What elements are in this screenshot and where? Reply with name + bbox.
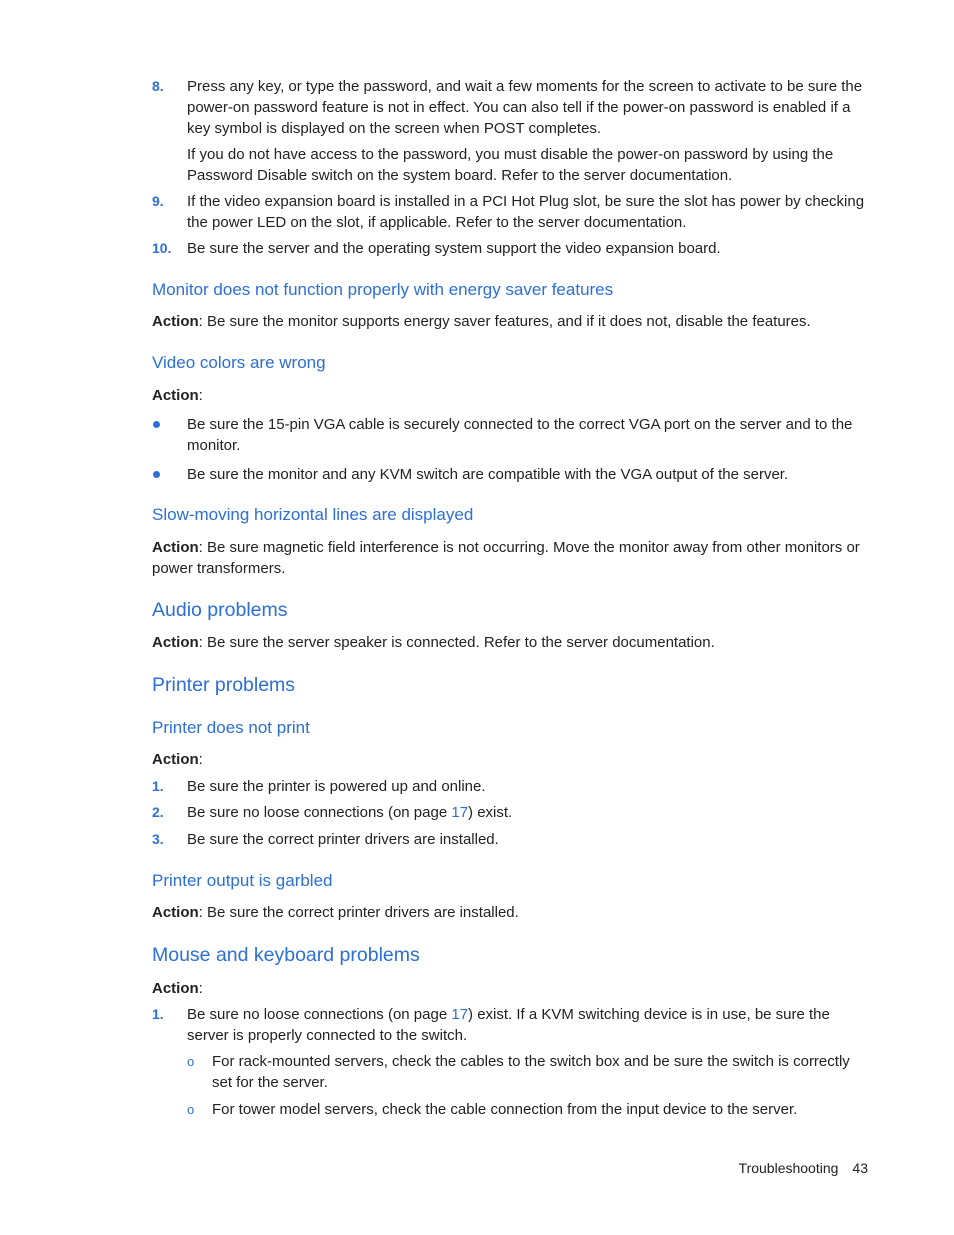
step-number: 1. — [152, 1006, 164, 1022]
step-text-post: ) exist. — [468, 804, 513, 821]
action-label: Action — [152, 980, 199, 997]
action-paragraph — [152, 978, 870, 999]
step-text-post: ) exist. If a KVM switching device is in use, be sure the server is properly connected to the switch. — [187, 1006, 830, 1044]
section-heading-horizontal-lines: Slow-moving horizontal lines are displayed — [152, 505, 474, 524]
action-paragraph — [152, 632, 870, 653]
action-text: : Be sure magnetic field interference is not occurring. Move the monitor away from other monitors or power transformers. — [152, 539, 860, 577]
section-heading-mouse-keyboard: Mouse and keyboard problems — [152, 944, 420, 966]
page-number: 43 — [852, 1160, 868, 1176]
footer-section: Troubleshooting — [738, 1160, 839, 1176]
action-label: Action — [152, 634, 199, 651]
bullet-text: Be sure the 15-pin VGA cable is securely connected to the correct VGA port on the server and to the monitor. — [187, 416, 853, 454]
step-text: Press any key, or type the password, and wait a few moments for the screen to activate to be sure the power-on password feature is not in effect. You can also tell if the power-on password is enabled if a key symbol is displayed on the screen when POST completes. — [187, 78, 863, 137]
step-number: 9. — [152, 193, 164, 209]
step-number: 1. — [152, 778, 164, 794]
action-label: Action — [152, 751, 199, 768]
bullet-icon — [153, 464, 165, 476]
subsection-heading-printer-does-not-print: Printer does not print — [152, 718, 310, 737]
sub-bullet-icon: o — [187, 1054, 195, 1069]
step-text — [187, 1004, 871, 1046]
step-text — [187, 802, 871, 823]
sub-bullet-icon: o — [187, 1102, 195, 1117]
action-paragraph — [152, 902, 870, 923]
step-text-pre: Be sure no loose connections (on page — [187, 804, 452, 821]
step-number: 2. — [152, 804, 164, 820]
step-text: Be sure the correct printer drivers are installed. — [187, 831, 499, 848]
section-heading-energy: Monitor does not function properly with energy saver features — [152, 280, 614, 299]
action-label: Action — [152, 387, 199, 404]
action-paragraph — [152, 749, 870, 770]
step-text: Be sure the printer is powered up and online. — [187, 778, 486, 795]
action-text: : Be sure the server speaker is connected. Refer to the server documentation. — [198, 634, 715, 651]
section-heading-video-colors: Video colors are wrong — [152, 353, 326, 372]
page-link[interactable]: 17 — [451, 1006, 469, 1023]
step-note: If you do not have access to the password, you must disable the power-on password by using the Password Disable switch on the system board. Refer to the server documentation. — [187, 146, 834, 184]
action-paragraph — [152, 385, 870, 406]
sub-bullet-text: For tower model servers, check the cable connection from the input device to the server. — [212, 1101, 798, 1118]
action-text: : Be sure the correct printer drivers are installed. — [198, 904, 519, 921]
action-text: : Be sure the monitor supports energy saver features, and if it does not, disable the features. — [198, 313, 811, 330]
step-text: Be sure the server and the operating system support the video expansion board. — [187, 240, 721, 257]
action-suffix: : — [198, 980, 203, 997]
section-heading-printer: Printer problems — [152, 674, 296, 696]
step-number: 8. — [152, 78, 164, 94]
bullet-text: Be sure the monitor and any KVM switch are compatible with the VGA output of the server. — [187, 466, 789, 483]
action-paragraph — [152, 537, 870, 579]
subsection-heading-printer-garbled: Printer output is garbled — [152, 871, 333, 890]
action-label: Action — [152, 904, 199, 921]
section-heading-audio: Audio problems — [152, 599, 288, 621]
action-label: Action — [152, 313, 199, 330]
action-paragraph — [152, 311, 870, 332]
page-link[interactable]: 17 — [451, 804, 469, 821]
bullet-icon — [153, 414, 165, 426]
step-text: If the video expansion board is installed in a PCI Hot Plug slot, be sure the slot has power by checking the power LED on the slot, if applicable. Refer to the server documentation. — [187, 193, 865, 231]
sub-bullet-text: For rack-mounted servers, check the cables to the switch box and be sure the switch is correctly set for the server. — [212, 1053, 850, 1091]
action-suffix: : — [198, 387, 203, 404]
step-text-pre: Be sure no loose connections (on page — [187, 1006, 452, 1023]
step-number: 10. — [152, 240, 172, 256]
action-label: Action — [152, 539, 199, 556]
action-suffix: : — [198, 751, 203, 768]
page-footer — [739, 1158, 868, 1178]
step-number: 3. — [152, 831, 164, 847]
